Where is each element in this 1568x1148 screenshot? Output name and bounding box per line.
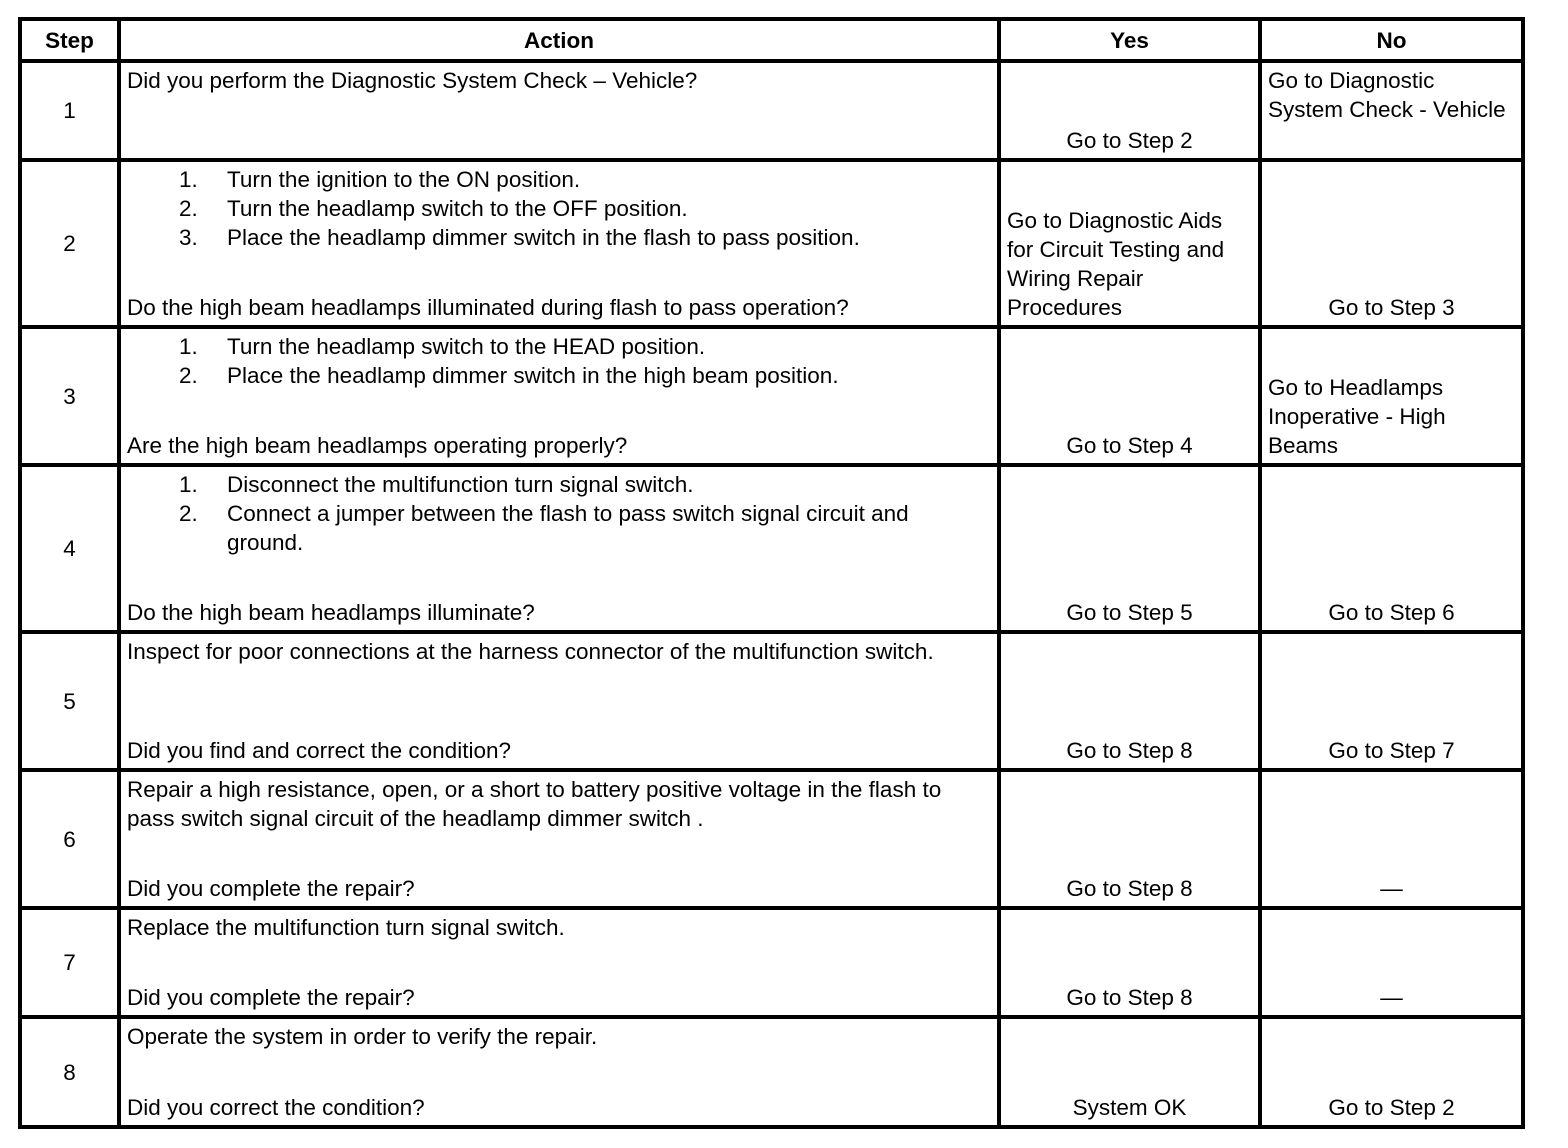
- yes-result: Go to Step 5: [999, 465, 1260, 632]
- action-question: Did you correct the condition?: [127, 1095, 425, 1120]
- action-cell: [119, 770, 999, 908]
- action-steps: [127, 332, 991, 390]
- action-step-item: 1. Disconnect the multifunction turn signal switch.: [179, 472, 694, 497]
- step-number: 1: [20, 61, 119, 160]
- action-cell: [119, 908, 999, 1017]
- step-number: 4: [20, 465, 119, 632]
- no-result: —: [1260, 770, 1523, 908]
- yes-result: Go to Diagnostic Aids for Circuit Testing and Wiring Repair Procedures: [999, 160, 1260, 327]
- step-number: 5: [20, 632, 119, 770]
- action-question: Are the high beam headlamps operating properly?: [127, 433, 628, 458]
- action-step-item: 3. Place the headlamp dimmer switch in the flash to pass position.: [179, 225, 860, 250]
- header-row: [20, 19, 1523, 61]
- action-instruction: Inspect for poor connections at the harness connector of the multifunction switch.: [127, 639, 934, 664]
- step-number: 2: [20, 160, 119, 327]
- yes-result: Go to Step 8: [999, 908, 1260, 1017]
- action-cell: [119, 465, 999, 632]
- step-number: 8: [20, 1017, 119, 1127]
- table-row: [20, 1017, 1523, 1127]
- action-question: Do the high beam headlamps illuminate?: [127, 600, 535, 625]
- action-question: Did you perform the Diagnostic System Check – Vehicle?: [127, 68, 698, 93]
- no-result: Go to Step 3: [1260, 160, 1523, 327]
- step-number: 3: [20, 327, 119, 465]
- action-step-item: 1. Turn the headlamp switch to the HEAD position.: [179, 334, 706, 359]
- table-row: [20, 327, 1523, 465]
- action-instruction: Repair a high resistance, open, or a short to battery positive voltage in the flash to pass switch signal circuit of the headlamp dimmer switch .: [127, 777, 942, 831]
- yes-result: System OK: [999, 1017, 1260, 1127]
- no-result: Go to Step 6: [1260, 465, 1523, 632]
- action-question: Did you complete the repair?: [127, 985, 415, 1010]
- action-step-item: 1. Turn the ignition to the ON position.: [179, 167, 581, 192]
- header-action: Action: [119, 19, 999, 61]
- no-result: Go to Step 2: [1260, 1017, 1523, 1127]
- action-step-item: 2. Place the headlamp dimmer switch in the high beam position.: [179, 363, 839, 388]
- yes-result: Go to Step 8: [999, 770, 1260, 908]
- action-instruction: Operate the system in order to verify the repair.: [127, 1024, 598, 1049]
- table-row: [20, 61, 1523, 160]
- step-number: 7: [20, 908, 119, 1017]
- yes-result: Go to Step 4: [999, 327, 1260, 465]
- action-cell: [119, 160, 999, 327]
- action-step-item: 2. Turn the headlamp switch to the OFF position.: [179, 196, 688, 221]
- action-cell: [119, 327, 999, 465]
- table-row: [20, 160, 1523, 327]
- yes-result: Go to Step 2: [999, 61, 1260, 160]
- action-cell: [119, 1017, 999, 1127]
- header-no: No: [1260, 19, 1523, 61]
- table-row: [20, 465, 1523, 632]
- diagnostic-table: [18, 17, 1525, 1129]
- table-row: [20, 908, 1523, 1017]
- no-result: Go to Step 7: [1260, 632, 1523, 770]
- table-row: [20, 632, 1523, 770]
- action-question: Did you complete the repair?: [127, 876, 415, 901]
- no-result: —: [1260, 908, 1523, 1017]
- no-result: Go to Headlamps Inoperative - High Beams: [1260, 327, 1523, 465]
- yes-result: Go to Step 8: [999, 632, 1260, 770]
- action-steps: [127, 470, 991, 557]
- table-row: [20, 770, 1523, 908]
- action-question: Do the high beam headlamps illuminated during flash to pass operation?: [127, 295, 849, 320]
- action-question: Did you find and correct the condition?: [127, 738, 511, 763]
- action-cell: [119, 632, 999, 770]
- header-yes: Yes: [999, 19, 1260, 61]
- no-result: Go to Diagnostic System Check - Vehicle: [1260, 61, 1523, 160]
- step-number: 6: [20, 770, 119, 908]
- action-steps: [127, 165, 991, 252]
- action-step-item: 2. Connect a jumper between the flash to pass switch signal circuit and ground.: [179, 501, 909, 555]
- header-step: Step: [20, 19, 119, 61]
- action-instruction: Replace the multifunction turn signal switch.: [127, 915, 565, 940]
- action-cell: [119, 61, 999, 160]
